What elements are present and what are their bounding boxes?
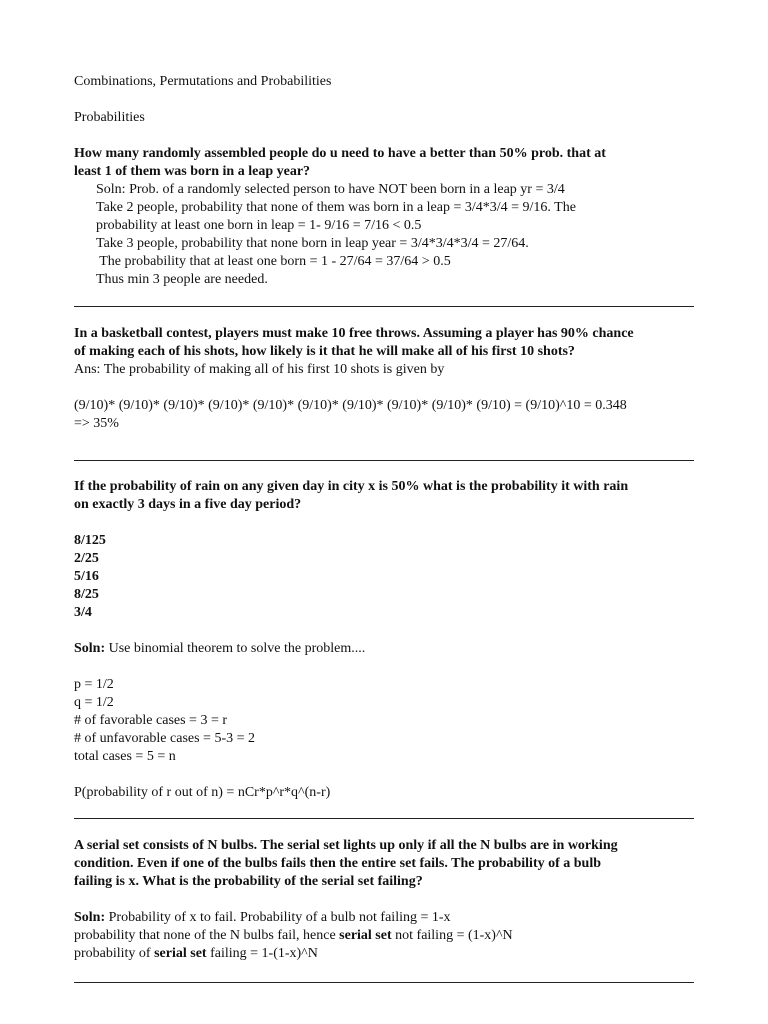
question-3-text-line-2: on exactly 3 days in a five day period? — [74, 497, 302, 512]
q3-variable-line: # of favorable cases = 3 = r — [74, 713, 228, 728]
question-4-text-line-1: A serial set consists of N bulbs. The serial set lights up only if all the N bulbs are in working — [74, 838, 618, 853]
question-2-text-line-1: In a basketball contest, players must make 10 free throws. Assuming a player has 90% chance — [74, 326, 634, 341]
question-2-text-line-2: of making each of his shots, how likely is it that he will make all of his first 10 shots? — [74, 344, 575, 359]
soln-label: Soln: — [74, 641, 106, 656]
q4-solution-line-3 — [74, 945, 714, 963]
q4-solution-text: Probability of x to fail. Probability of a bulb not failing = 1-x — [105, 910, 451, 925]
q4-line3-text: probability of — [74, 946, 155, 961]
q3-solution-intro — [74, 640, 714, 658]
q1-solution-line: Take 3 people, probability that none born in leap year = 3/4*3/4*3/4 = 27/64. — [96, 236, 529, 251]
q3-variable-line: total cases = 5 = n — [74, 749, 176, 764]
q2-calculation-line-2: => 35% — [74, 416, 119, 431]
q3-solution-text: Use binomial theorem to solve the problem.... — [105, 641, 366, 656]
question-4-block — [74, 837, 714, 963]
section-heading: Probabilities — [74, 110, 145, 125]
answer-option: 8/125 — [74, 533, 106, 548]
q1-solution-line: probability at least one born in leap = 1- 9/16 = 7/16 < 0.5 — [96, 218, 422, 233]
q1-solution-line: Soln: Prob. of a randomly selected person to have NOT been born in a leap yr = 3/4 — [96, 182, 565, 197]
horizontal-rule — [74, 818, 694, 819]
answer-option: 3/4 — [74, 605, 92, 620]
question-3-block — [74, 478, 714, 802]
q3-variable-line: # of unfavorable cases = 5-3 = 2 — [74, 731, 256, 746]
q4-solution-line-2 — [74, 927, 714, 945]
q4-line2-rest: not failing = (1-x)^N — [391, 928, 513, 943]
answer-option: 2/25 — [74, 551, 99, 566]
q3-variable-line: q = 1/2 — [74, 695, 114, 710]
q1-solution-line: Thus min 3 people are needed. — [96, 272, 268, 287]
answer-option: 5/16 — [74, 569, 99, 584]
soln-label: Soln: — [74, 910, 106, 925]
answer-option: 8/25 — [74, 587, 99, 602]
q4-line3-rest: failing = 1-(1-x)^N — [206, 946, 318, 961]
question-3-text-line-1: If the probability of rain on any given day in city x is 50% what is the probability it with rain — [74, 479, 629, 494]
q2-answer: Ans: The probability of making all of his first 10 shots is given by — [74, 362, 445, 377]
q3-variable-line: p = 1/2 — [74, 677, 114, 692]
q2-calculation-line-1: (9/10)* (9/10)* (9/10)* (9/10)* (9/10)* (9/10)* (9/10)* (9/10)* (9/10)* (9/10) = (9/10)^10 = 0.348 — [74, 398, 627, 413]
serial-set-term: serial set — [339, 928, 392, 943]
question-4-text-line-3: failing is x. What is the probability of the serial set failing? — [74, 874, 423, 889]
q4-solution-line-1 — [74, 909, 714, 927]
horizontal-rule — [74, 306, 694, 307]
document-title: Combinations, Permutations and Probabilities — [74, 74, 332, 89]
question-1-text-line-1: How many randomly assembled people do u need to have a better than 50% prob. that at — [74, 146, 606, 161]
question-2-block — [74, 325, 714, 433]
horizontal-rule — [74, 460, 694, 461]
question-4-text-line-2: condition. Even if one of the bulbs fails then the entire set fails. The probability of a bulb — [74, 856, 602, 871]
q4-line2-text: probability that none of the N bulbs fail, hence — [74, 928, 340, 943]
q1-solution-line: The probability that at least one born = 1 - 27/64 = 37/64 > 0.5 — [96, 254, 451, 269]
q1-solution-line: Take 2 people, probability that none of them was born in a leap = 3/4*3/4 = 9/16. The — [96, 200, 576, 215]
serial-set-term: serial set — [154, 946, 207, 961]
question-1-block — [74, 145, 714, 289]
question-1-text-line-2: least 1 of them was born in a leap year? — [74, 164, 311, 179]
horizontal-rule — [74, 982, 694, 983]
q3-formula: P(probability of r out of n) = nCr*p^r*q^(n-r) — [74, 785, 331, 800]
